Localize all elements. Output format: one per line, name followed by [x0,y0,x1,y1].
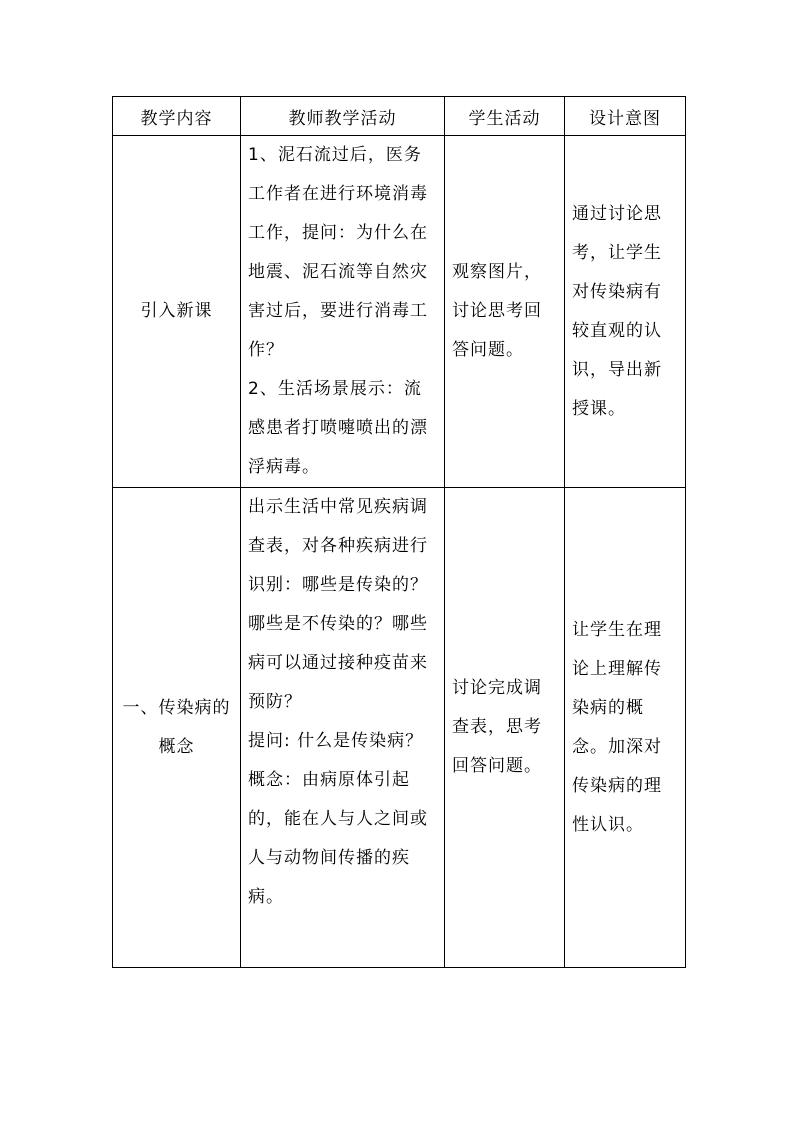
header-design-intent: 设计意图 [565,97,686,136]
student-activity-text: 观察图片，讨论思考回答问题。 [452,262,542,360]
table-header-row [113,97,686,136]
design-intent-text: 让学生在理论上理解传染病的概念。加深对传染病的理性认识。 [572,619,662,835]
teacher-activity-text [241,488,444,917]
teacher-activity-item: 2、生活场景展示：流感患者打喷嚏喷出的漂浮病毒。 [248,379,428,477]
lesson-plan-table [112,96,686,968]
teacher-activity-item: 1、泥石流过后，医务工作者在进行环境消毒工作，提问：为什么在地震、泥石流等自然灾害过后，要进行消毒工作？ [248,145,428,360]
cell-teacher-activity [241,488,445,968]
teaching-content-text: 一、传染病的概念 [122,697,231,757]
header-teacher-activity: 教师教学活动 [241,97,445,136]
cell-design-intent [565,136,686,488]
header-student-activity: 学生活动 [445,97,565,136]
design-intent-text: 通过讨论思考，让学生对传染病有较直观的认识，导出新授课。 [572,203,662,419]
teaching-content-text: 引入新课 [140,301,213,321]
cell-student-activity [445,488,565,968]
cell-teaching-content [113,136,241,488]
cell-student-activity [445,136,565,488]
table-row [113,488,686,968]
teacher-activity-item: 提问: 什么是传染病？ [248,731,424,751]
cell-teaching-content [113,488,241,968]
teacher-activity-item: 概念：由病原体引起的，能在人与人之间或人与动物间传播的疾病。 [248,770,428,907]
table-row [113,136,686,488]
teacher-activity-text [241,136,444,487]
student-activity-text: 讨论完成调查表，思考回答问题。 [452,678,542,776]
header-teaching-content: 教学内容 [113,97,241,136]
teacher-activity-item: 出示生活中常见疾病调查表，对各种疾病进行识别：哪些是传染的？哪些是不传染的？哪些病可以通过接种疫苗来预防？ [248,497,428,712]
cell-design-intent [565,488,686,968]
cell-teacher-activity [241,136,445,488]
